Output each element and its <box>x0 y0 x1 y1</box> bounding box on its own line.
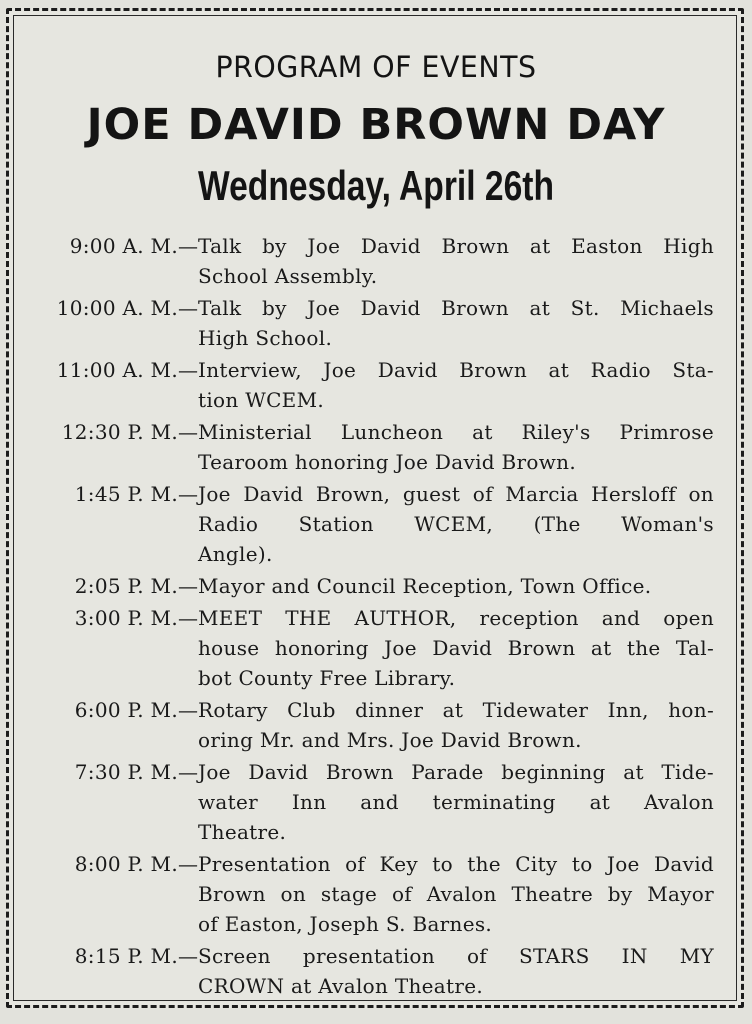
event-time: 10:00 A. M. <box>56 296 178 320</box>
em-dash: — <box>178 358 198 382</box>
event-item <box>14 941 714 1001</box>
event-description <box>198 603 714 693</box>
event-description-line: CROWN at Avalon Theatre. <box>198 974 483 998</box>
event-description-line: Interview, Joe David Brown at Radio Sta- <box>198 358 714 382</box>
event-item <box>14 355 714 415</box>
event-description <box>198 231 714 291</box>
event-description-line: Joe David Brown, guest of Marcia Hersloff on <box>198 482 714 506</box>
em-dash: — <box>178 574 198 598</box>
event-description-line: High School. <box>198 326 333 350</box>
event-description <box>198 757 714 847</box>
event-description <box>198 571 714 601</box>
em-dash: — <box>178 482 198 506</box>
event-description-line: Screen presentation of STARS IN MY <box>198 944 714 968</box>
event-time: 6:00 P. M. <box>74 698 178 722</box>
event-description-line: of Easton, Joseph S. Barnes. <box>198 912 493 936</box>
em-dash: — <box>178 852 198 876</box>
event-description-line: house honoring Joe David Brown at the Tal- <box>198 636 714 660</box>
event-description <box>198 479 714 569</box>
event-description-line: MEET THE AUTHOR, reception and open <box>198 606 714 630</box>
event-description <box>198 849 714 939</box>
em-dash: — <box>178 944 198 968</box>
em-dash: — <box>178 234 198 258</box>
event-description-line: Mayor and Council Reception, Town Office. <box>198 574 652 598</box>
event-time: 1:45 P. M. <box>74 482 178 506</box>
event-item <box>14 695 714 755</box>
event-description-line: tion WCEM. <box>198 388 325 412</box>
event-description-line: Talk by Joe David Brown at Easton High <box>198 234 714 258</box>
event-description-line: oring Mr. and Mrs. Joe David Brown. <box>198 728 582 752</box>
event-date: Wednesday, April 26th <box>197 162 554 209</box>
event-description-line: Radio Station WCEM, (The Woman's <box>198 512 714 536</box>
event-description-line: School Assembly. <box>198 264 378 288</box>
event-description <box>198 355 714 415</box>
event-time: 3:00 P. M. <box>74 606 178 630</box>
event-description-line: Brown on stage of Avalon Theatre by Mayor <box>198 882 714 906</box>
event-description-line: Rotary Club dinner at Tidewater Inn, hon- <box>198 698 714 722</box>
event-time: 11:00 A. M. <box>56 358 178 382</box>
em-dash: — <box>178 606 198 630</box>
event-description <box>198 293 714 353</box>
em-dash: — <box>178 760 198 784</box>
em-dash: — <box>178 420 198 444</box>
event-item <box>14 417 714 477</box>
em-dash: — <box>178 296 198 320</box>
event-description-line: Talk by Joe David Brown at St. Michaels <box>198 296 714 320</box>
event-description-line: Ministerial Luncheon at Riley's Primrose <box>198 420 714 444</box>
event-title: JOE DAVID BROWN DAY <box>86 100 666 150</box>
em-dash: — <box>178 698 198 722</box>
event-description-line: Angle). <box>198 542 273 566</box>
events-list <box>14 231 714 1003</box>
event-description <box>198 941 714 1001</box>
event-description <box>198 417 714 477</box>
event-item <box>14 571 714 601</box>
event-item <box>14 479 714 569</box>
event-description-line: Presentation of Key to the City to Joe David <box>198 852 714 876</box>
event-description-line: water Inn and terminating at Avalon <box>198 790 714 814</box>
event-time: 7:30 P. M. <box>74 760 178 784</box>
event-item <box>14 849 714 939</box>
event-time: 12:30 P. M. <box>61 420 178 444</box>
program-heading: PROGRAM OF EVENTS <box>215 50 537 84</box>
event-description-line: bot County Free Library. <box>198 666 456 690</box>
event-item <box>14 603 714 693</box>
event-description-line: Joe David Brown Parade beginning at Tide- <box>198 760 714 784</box>
event-item <box>14 757 714 847</box>
event-item <box>14 231 714 291</box>
event-item <box>14 293 714 353</box>
event-time: 9:00 A. M. <box>69 234 178 258</box>
event-time: 8:15 P. M. <box>74 944 178 968</box>
event-description-line: Theatre. <box>198 820 287 844</box>
event-time: 2:05 P. M. <box>74 574 178 598</box>
event-description-line: Tearoom honoring Joe David Brown. <box>198 450 576 474</box>
event-time: 8:00 P. M. <box>74 852 178 876</box>
event-description <box>198 695 714 755</box>
